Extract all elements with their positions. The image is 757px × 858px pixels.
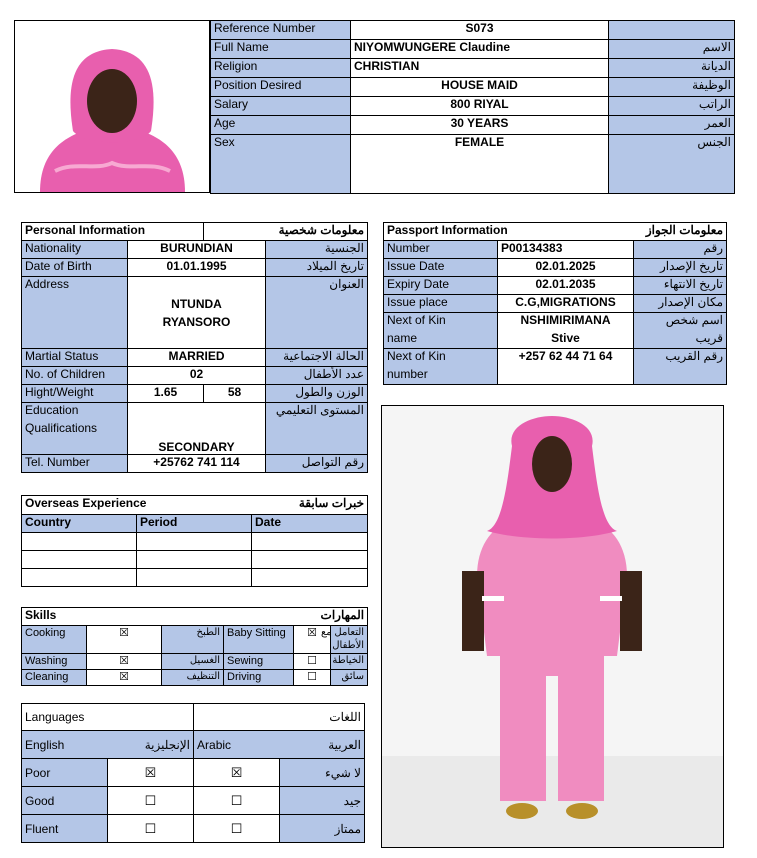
religion-label: Religion bbox=[211, 59, 351, 78]
children-ar: عدد الأطفال bbox=[266, 367, 368, 385]
issue-place-value: C.G,MIGRATIONS bbox=[498, 295, 634, 313]
kin-number-label bbox=[384, 349, 498, 385]
issue-place-label: Issue place bbox=[384, 295, 498, 313]
passport-number-ar: رقم bbox=[634, 241, 727, 259]
dob-ar: تاريخ الميلاد bbox=[266, 259, 368, 277]
kin-name-ar bbox=[634, 313, 727, 349]
fluent-english-checkbox[interactable]: ☐ bbox=[108, 815, 194, 843]
education-ar: المستوى التعليمي bbox=[266, 403, 368, 455]
fluent-arabic-checkbox[interactable]: ☐ bbox=[194, 815, 280, 843]
skills-title: Skills bbox=[22, 608, 224, 626]
skill-cooking: Cooking bbox=[22, 626, 87, 654]
address-ar: العنوان bbox=[266, 277, 368, 349]
dob-label: Date of Birth bbox=[22, 259, 128, 277]
address-value bbox=[128, 277, 266, 349]
col-country: Country bbox=[22, 515, 137, 533]
nationality-label: Nationality bbox=[22, 241, 128, 259]
skill-cooking-ar: الطبخ bbox=[162, 626, 224, 654]
position-value: HOUSE MAID bbox=[351, 78, 609, 97]
skill-sewing: Sewing bbox=[224, 654, 294, 670]
skill-driving-ar: سائق bbox=[331, 670, 368, 686]
salary-ar: الراتب bbox=[609, 97, 735, 116]
kin-name-label-line-1: Next of Kin bbox=[387, 313, 446, 327]
marital-ar: الحالة الاجتماعية bbox=[266, 349, 368, 367]
lang-english: English bbox=[22, 731, 108, 759]
kin-number-value: +257 62 44 71 64 bbox=[498, 349, 634, 385]
baby-ar-line-2: الأطفال bbox=[332, 640, 365, 651]
age-ar: العمر bbox=[609, 116, 735, 135]
name-label: Full Name bbox=[211, 40, 351, 59]
level-good-ar: جيد bbox=[280, 787, 365, 815]
age-label: Age bbox=[211, 116, 351, 135]
passport-number-value: P00134383 bbox=[498, 241, 634, 259]
languages-table bbox=[21, 703, 365, 843]
level-fluent-ar: ممتاز bbox=[280, 815, 365, 843]
issue-date-label: Issue Date bbox=[384, 259, 498, 277]
kin-name-line-1: NSHIMIRIMANA bbox=[520, 313, 611, 327]
overseas-table bbox=[21, 495, 368, 587]
height-value: 1.65 bbox=[128, 385, 204, 403]
poor-arabic-checkbox[interactable]: ☒ bbox=[194, 759, 280, 787]
lang-english-ar: الإنجليزية bbox=[108, 731, 194, 759]
kin-name-line-2: Stive bbox=[551, 331, 580, 345]
good-english-checkbox[interactable]: ☐ bbox=[108, 787, 194, 815]
ref-label: Reference Number bbox=[211, 21, 351, 40]
driving-checkbox[interactable]: ☐ bbox=[294, 670, 331, 686]
skills-title-ar: المهارات bbox=[224, 608, 368, 626]
kin-number-ar: رقم القريب bbox=[634, 349, 727, 385]
education-label-line-2: Qualifications bbox=[25, 421, 98, 435]
col-period: Period bbox=[137, 515, 252, 533]
marital-value: MARRIED bbox=[128, 349, 266, 367]
weight-value: 58 bbox=[204, 385, 266, 403]
poor-english-checkbox[interactable]: ☒ bbox=[108, 759, 194, 787]
sex-value: FEMALE bbox=[351, 135, 609, 194]
fullbody-photo bbox=[381, 405, 724, 848]
header-table bbox=[210, 20, 735, 194]
level-poor-ar: لا شيء bbox=[280, 759, 365, 787]
baby-ar-line-1: التعامل مع bbox=[320, 627, 365, 638]
height-weight-label: Hight/Weight bbox=[22, 385, 128, 403]
religion-ar: الديانة bbox=[609, 59, 735, 78]
table-row bbox=[22, 569, 368, 587]
kin-name-label-line-2: name bbox=[387, 331, 418, 345]
skill-baby-sitting: Baby Sitting bbox=[224, 626, 294, 654]
personal-title: Personal Information bbox=[22, 223, 204, 241]
position-ar: الوظيفة bbox=[609, 78, 735, 97]
overseas-title-ar: خبرات سابقة bbox=[252, 496, 368, 515]
table-row bbox=[22, 533, 368, 551]
lang-arabic: Arabic bbox=[194, 731, 280, 759]
tel-label: Tel. Number bbox=[22, 455, 128, 473]
skill-sewing-ar: الخياطة bbox=[331, 654, 368, 670]
position-label: Position Desired bbox=[211, 78, 351, 97]
personal-title-ar: معلومات شخصية bbox=[204, 223, 368, 241]
issue-date-value: 02.01.2025 bbox=[498, 259, 634, 277]
marital-label: Martial Status bbox=[22, 349, 128, 367]
salary-label: Salary bbox=[211, 97, 351, 116]
passport-title-ar: معلومات الجواز bbox=[634, 223, 727, 241]
salary-value: 800 RIYAL bbox=[351, 97, 609, 116]
expiry-date-label: Expiry Date bbox=[384, 277, 498, 295]
sewing-checkbox[interactable]: ☐ bbox=[294, 654, 331, 670]
expiry-date-ar: تاريخ الانتهاء bbox=[634, 277, 727, 295]
kin-number-label-line-1: Next of Kin bbox=[387, 349, 446, 363]
skill-driving: Driving bbox=[224, 670, 294, 686]
age-value: 30 YEARS bbox=[351, 116, 609, 135]
headshot-image bbox=[15, 21, 209, 192]
expiry-date-value: 02.01.2035 bbox=[498, 277, 634, 295]
dob-value: 01.01.1995 bbox=[128, 259, 266, 277]
passport-info-table bbox=[383, 222, 727, 385]
col-date: Date bbox=[252, 515, 368, 533]
cooking-checkbox[interactable]: ☒ bbox=[87, 626, 162, 654]
passport-title: Passport Information bbox=[384, 223, 634, 241]
level-poor: Poor bbox=[22, 759, 108, 787]
sex-ar: الجنس bbox=[609, 135, 735, 194]
issue-place-ar: مكان الإصدار bbox=[634, 295, 727, 313]
skill-washing: Washing bbox=[22, 654, 87, 670]
nationality-value: BURUNDIAN bbox=[128, 241, 266, 259]
washing-checkbox[interactable]: ☒ bbox=[87, 654, 162, 670]
kin-name-ar-line-1: اسم شخص bbox=[665, 313, 723, 327]
overseas-title: Overseas Experience bbox=[22, 496, 252, 515]
good-arabic-checkbox[interactable]: ☐ bbox=[194, 787, 280, 815]
skill-cleaning-ar: التنظيف bbox=[162, 670, 224, 686]
education-label bbox=[22, 403, 128, 455]
table-row bbox=[22, 551, 368, 569]
issue-date-ar: تاريخ الإصدار bbox=[634, 259, 727, 277]
kin-number-label-line-2: number bbox=[387, 367, 428, 381]
address-line-2: RYANSORO bbox=[162, 314, 231, 329]
education-label-line-1: Education bbox=[25, 403, 79, 417]
cleaning-checkbox[interactable]: ☒ bbox=[87, 670, 162, 686]
skill-cleaning: Cleaning bbox=[22, 670, 87, 686]
skill-baby-sitting-ar bbox=[320, 626, 368, 654]
skill-washing-ar: الغسيل bbox=[162, 654, 224, 670]
skills-table bbox=[21, 607, 368, 686]
kin-name-value bbox=[498, 313, 634, 349]
children-value: 02 bbox=[128, 367, 266, 385]
tel-ar: رقم التواصل bbox=[266, 455, 368, 473]
baby-sitting-checkbox[interactable]: ☒ bbox=[294, 626, 331, 654]
lang-arabic-ar: العربية bbox=[280, 731, 365, 759]
nationality-ar: الجنسية bbox=[266, 241, 368, 259]
headshot-photo bbox=[14, 20, 210, 193]
children-label: No. of Children bbox=[22, 367, 128, 385]
height-weight-ar: الوزن والطول bbox=[266, 385, 368, 403]
name-ar: الاسم bbox=[609, 40, 735, 59]
religion-value: CHRISTIAN bbox=[351, 59, 609, 78]
name-value: NIYOMWUNGERE Claudine bbox=[351, 40, 609, 59]
fullbody-image bbox=[382, 406, 723, 847]
personal-info-table bbox=[21, 222, 368, 473]
address-line-1: NTUNDA bbox=[171, 296, 222, 311]
languages-title: Languages bbox=[22, 704, 194, 731]
education-value: SECONDARY bbox=[128, 403, 266, 455]
level-good: Good bbox=[22, 787, 108, 815]
level-fluent: Fluent bbox=[22, 815, 108, 843]
ref-value: S073 bbox=[351, 21, 609, 40]
passport-number-label: Number bbox=[384, 241, 498, 259]
languages-title-ar: اللغات bbox=[194, 704, 365, 731]
sex-label: Sex bbox=[211, 135, 351, 194]
kin-name-ar-line-2: قريب bbox=[695, 331, 723, 345]
kin-name-label bbox=[384, 313, 498, 349]
tel-value: +25762 741 114 bbox=[128, 455, 266, 473]
address-label: Address bbox=[22, 277, 128, 349]
